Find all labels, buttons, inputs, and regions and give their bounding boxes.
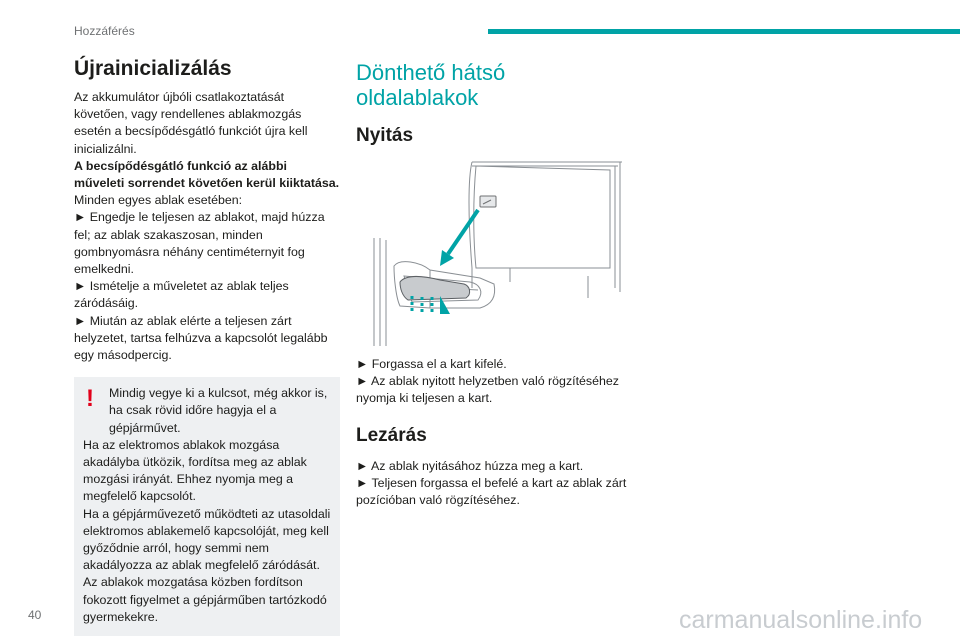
opening-step-1: ► Forgassa el a kart kifelé. [356, 357, 507, 371]
footer-watermark[interactable]: carmanualsonline.info [679, 606, 923, 634]
closing-step-1: ► Az ablak nyitásához húzza meg a kart. [356, 458, 584, 473]
opening-heading: Nyitás [356, 125, 414, 146]
window-latch-illustration [360, 158, 622, 346]
page-number: 40 [28, 608, 42, 622]
warning-paragraph-3: Ha a gépjárművezető működteti az utasoldali elektromos ablakemelő kapcsolóját, meg kell győződnie arról, hogy semmi nem akadályozza az ablak megfelelő záródását. [83, 506, 331, 573]
reinit-each-window: Minden egyes ablak esetében: [74, 193, 243, 208]
warning-paragraph-2: Ha az elektromos ablakok mozgása akadályba ütközik, fordítsa meg az ablak mozgási irányát. Ehhez nyomja meg a megfelelő kapcsolót. [83, 437, 307, 504]
reinit-step-3: ► Miután az ablak elérte a teljesen zárt helyzetet, tartsa felhúzva a kapcsolót legalább egy másodpercig. [74, 313, 328, 363]
closing-heading: Lezárás [356, 424, 427, 446]
warning-exclamation-icon: ! [86, 385, 94, 413]
tilt-window-title-line2: oldalablakok [356, 85, 479, 110]
reinit-intro: Az akkumulátor újbóli csatlakoztatását követően, vagy rendellenes ablakmozgás esetén a becsípődésgátló funkciót újra kell inicializálni. [74, 90, 308, 156]
reinit-step-2: ► Ismételje a műveletet az ablak teljes záródásáig. [74, 279, 289, 311]
header-section-title: Hozzáférés [74, 24, 135, 38]
closing-step-2: ► Teljesen forgassa el befelé a kart az ablak zárt pozícióban való rögzítéséhez. [356, 475, 627, 508]
tilt-window-title [356, 60, 636, 110]
reinit-bold-note: A becsípődésgátló funkció az alábbi műveleti sorrendet követően kerül kiiktatása. [74, 158, 340, 191]
warning-paragraph-1: Mindig vegye ki a kulcsot, még akkor is, ha csak rövid időre hagyja el a gépjárművet. [109, 386, 328, 435]
reinit-title: Újrainicializálás [74, 57, 232, 80]
warning-notice [74, 377, 340, 636]
opening-step-2: ► Az ablak nyitott helyzetben való rögzítéséhez nyomja ki teljesen a kart. [356, 374, 619, 406]
header-accent-bar [488, 29, 960, 34]
reinit-step-1: ► Engedje le teljesen az ablakot, majd húzza fel; az ablak szakaszosan, minden gombnyomásra néhány centiméternyit fog emelkedni. [74, 210, 325, 277]
left-column [74, 56, 340, 636]
right-column [356, 56, 636, 509]
tilt-window-title-line1: Dönthető hátsó [356, 60, 506, 85]
warning-paragraph-4: Az ablakok mozgatása közben fordítson fokozott figyelmet a gépjárműben tartózkodó gyermekekre. [83, 575, 327, 624]
